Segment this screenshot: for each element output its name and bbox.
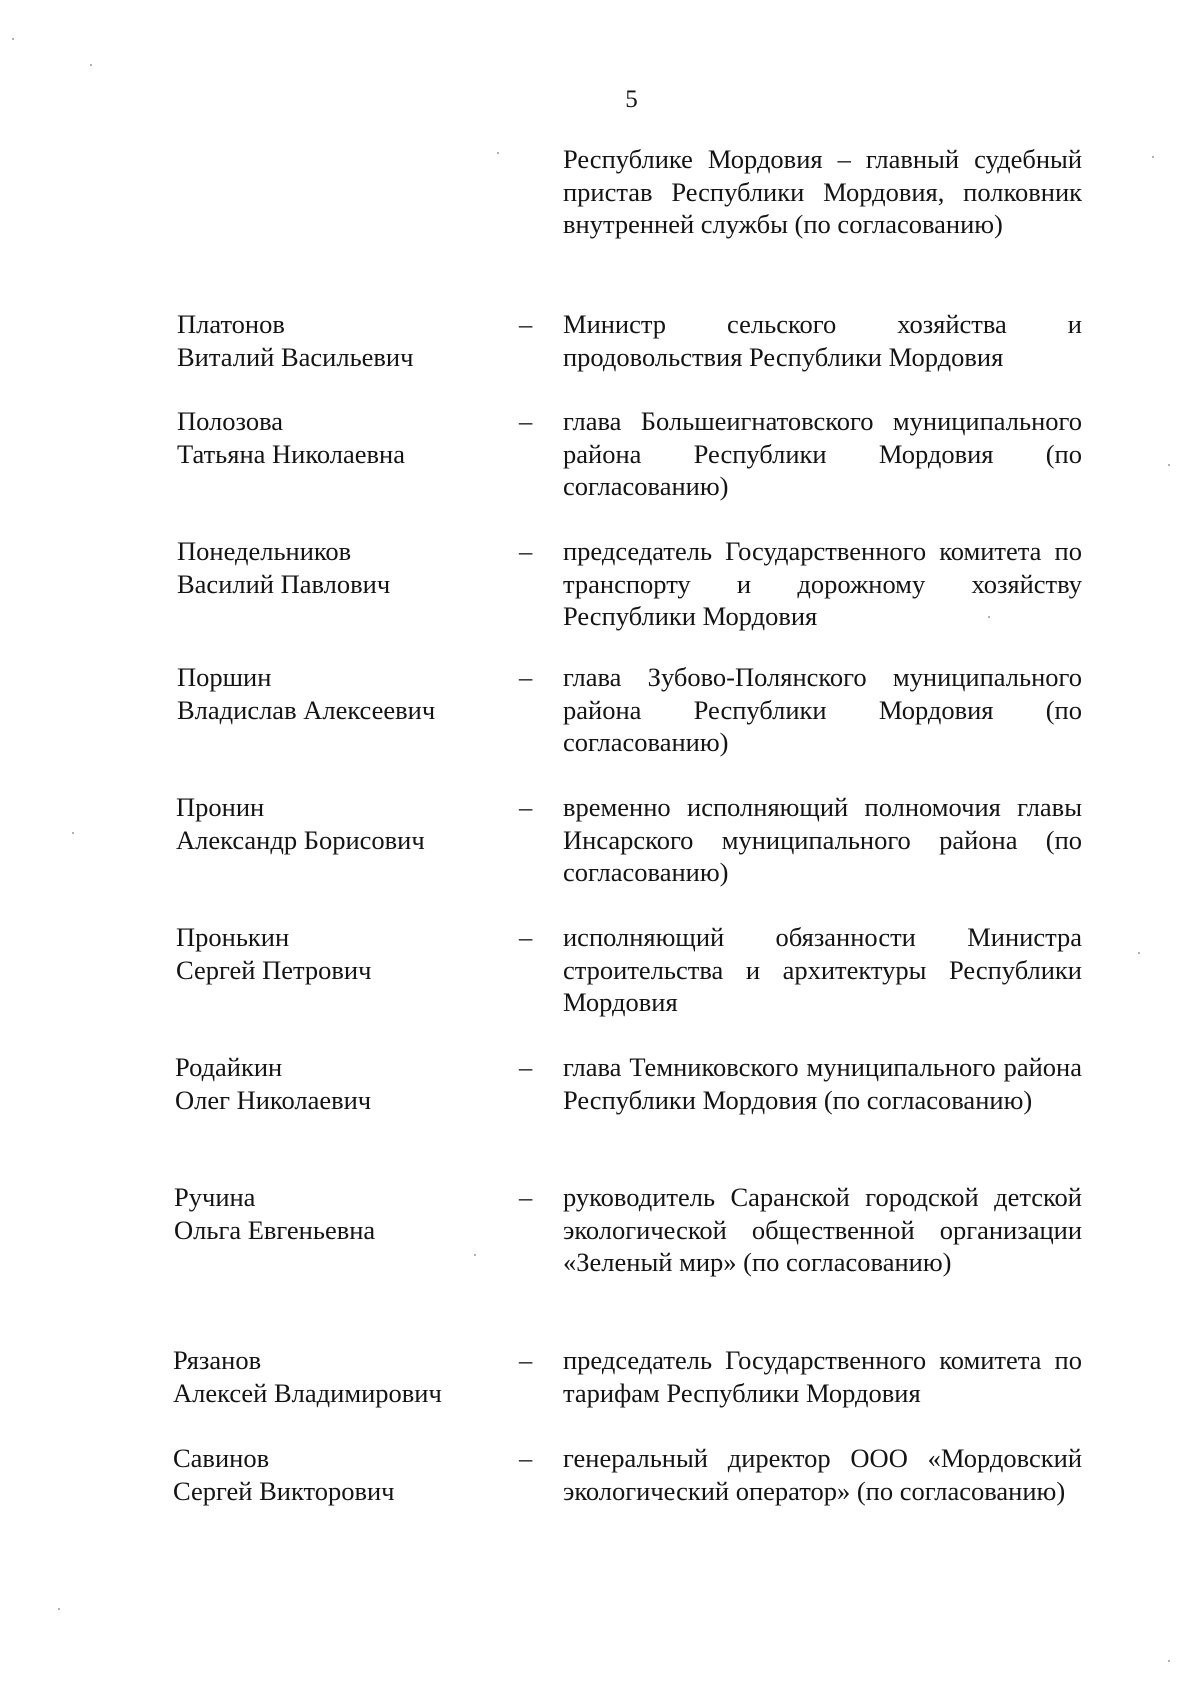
member-name — [176, 791, 506, 856]
member-given-names: Сергей Викторович — [173, 1475, 395, 1506]
member-name — [177, 535, 507, 600]
member-surname: Пронин — [176, 792, 265, 822]
scan-speck — [90, 64, 92, 66]
member-given-names: Александр Борисович — [176, 824, 425, 855]
scan-speck — [1168, 1660, 1170, 1662]
dash-separator: – — [519, 1345, 533, 1375]
scan-speck — [474, 1254, 476, 1256]
scan-speck — [58, 1608, 60, 1610]
member-given-names: Василий Павлович — [177, 568, 391, 599]
dash-separator: – — [519, 406, 533, 436]
scan-speck — [72, 832, 74, 834]
member-name — [177, 308, 507, 373]
member-surname: Родайкин — [175, 1052, 283, 1082]
member-position: глава Темниковского муниципального района Республики Мордовия (по согласованию) — [563, 1052, 1082, 1115]
member-name — [174, 1181, 504, 1246]
member-position: председатель Государственного комитета по тарифам Республики Мордовия — [563, 1345, 1082, 1408]
member-given-names: Сергей Петрович — [176, 954, 372, 985]
scan-speck — [1152, 156, 1154, 158]
scan-speck — [1168, 464, 1170, 466]
member-given-names: Олег Николаевич — [175, 1084, 372, 1115]
dash-separator: – — [519, 1443, 533, 1473]
member-surname: Платонов — [177, 309, 285, 339]
dash-separator: – — [519, 922, 533, 952]
member-position: председатель Государственного комитета по транспорту и дорожному хозяйству Республики Мордовия — [563, 536, 1082, 632]
member-given-names: Алексей Владимирович — [173, 1377, 442, 1408]
member-surname: Поршин — [177, 662, 272, 692]
member-given-names: Ольга Евгеньевна — [174, 1214, 376, 1245]
member-surname: Ручина — [174, 1182, 256, 1212]
member-surname: Пронькин — [176, 922, 290, 952]
dash-separator: – — [519, 1052, 533, 1082]
member-position: генеральный директор ООО «Мордовский экологический оператор» (по согласованию) — [563, 1443, 1082, 1506]
member-name — [177, 405, 507, 470]
member-surname: Полозова — [177, 406, 283, 436]
scan-speck — [988, 616, 990, 618]
member-surname: Понедельников — [177, 536, 352, 566]
continued-position-text: Республике Мордовия – главный судебный пристав Республики Мордовия, полковник внутренней службы (по согласованию) — [563, 144, 1082, 240]
member-position: руководитель Саранской городской детской экологической общественной организации «Зеленый мир» (по согласованию) — [563, 1182, 1082, 1278]
member-given-names: Владислав Алексеевич — [177, 694, 436, 725]
member-position: Министр сельского хозяйства и продовольствия Республики Мордовия — [563, 309, 1082, 372]
dash-separator: – — [519, 309, 533, 339]
member-name — [176, 921, 506, 986]
member-surname: Савинов — [173, 1443, 270, 1473]
page-number: 5 — [625, 86, 638, 113]
member-given-names: Виталий Васильевич — [177, 341, 414, 372]
dash-separator: – — [519, 1182, 533, 1212]
member-surname: Рязанов — [173, 1345, 262, 1375]
dash-separator: – — [519, 792, 533, 822]
member-name — [173, 1442, 503, 1507]
member-name — [175, 1051, 505, 1116]
dash-separator: – — [519, 662, 533, 692]
member-name — [173, 1344, 503, 1409]
scan-speck — [12, 38, 14, 40]
member-name — [177, 661, 507, 726]
scan-speck — [497, 152, 499, 154]
member-position: глава Зубово-Полянского муниципального района Республики Мордовия (по согласованию) — [563, 662, 1082, 758]
member-position: глава Большеигнатовского муниципального района Республики Мордовия (по согласованию) — [563, 406, 1082, 502]
dash-separator: – — [519, 536, 533, 566]
scan-speck — [1138, 952, 1140, 954]
member-given-names: Татьяна Николаевна — [177, 438, 405, 469]
member-position: исполняющий обязанности Министра строительства и архитектуры Республики Мордовия — [563, 922, 1082, 1018]
member-position: временно исполняющий полномочия главы Инсарского муниципального района (по согласованию) — [563, 792, 1082, 888]
